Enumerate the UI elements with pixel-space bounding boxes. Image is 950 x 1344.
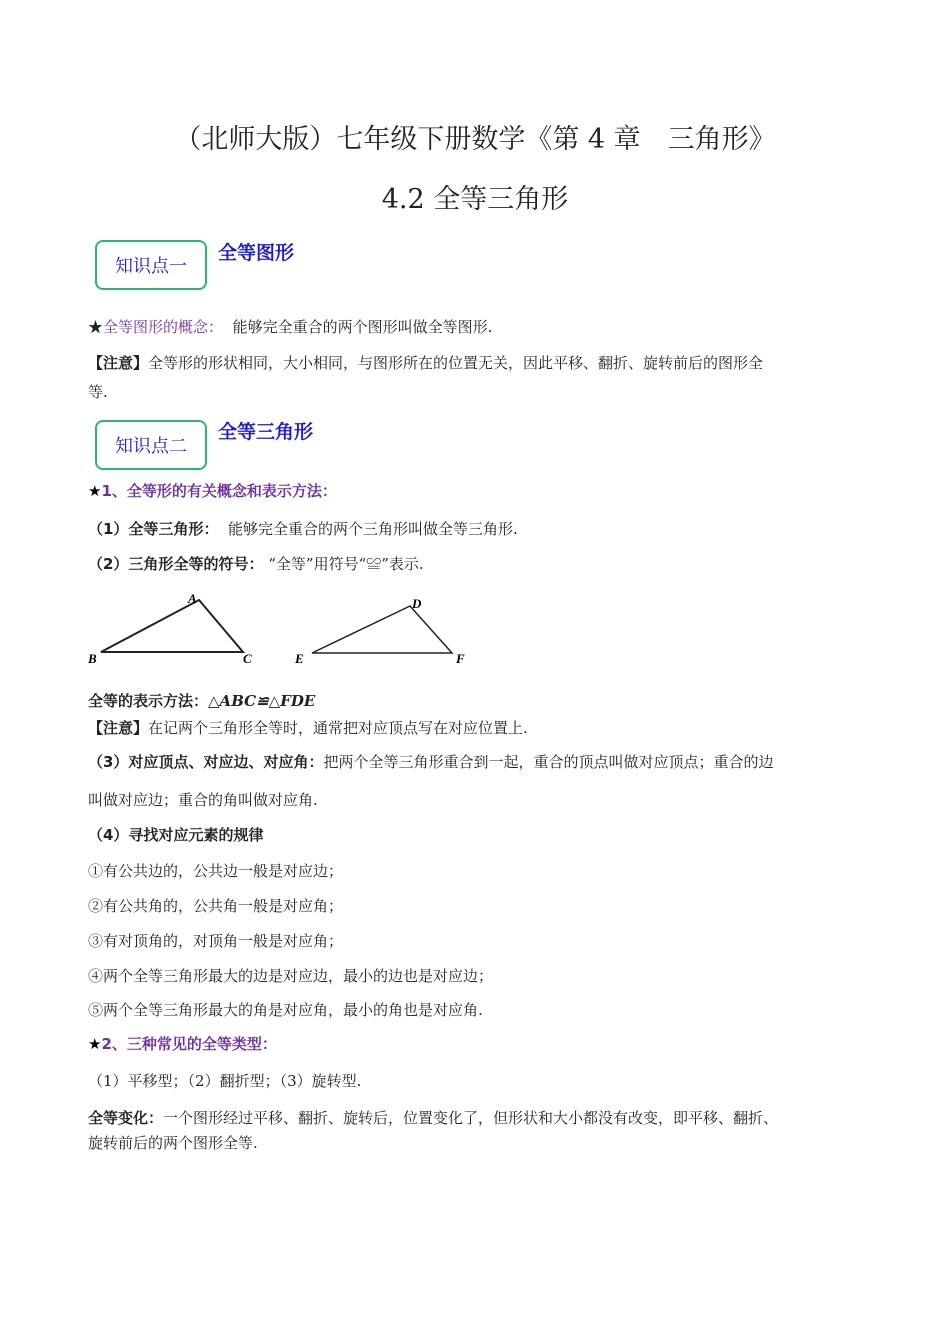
label-d: D [412, 596, 422, 611]
notation-line [88, 691, 315, 711]
p2-label: （2）三角形全等的符号： [88, 555, 264, 573]
p3-text: 把两个全等三角形重合到一起，重合的顶点叫做对应顶点；重合的边 [323, 753, 774, 771]
change-line [88, 1108, 778, 1128]
label-b: B [88, 651, 97, 666]
p1-label: （1）全等三角形： [88, 520, 219, 538]
triangles-figure [85, 588, 485, 668]
note2-text: 在记两个三角形全等时，通常把对应顶点写在对应位置上. [148, 719, 528, 737]
star-icon: ★ [88, 482, 102, 500]
star-icon: ★ [88, 1035, 102, 1053]
p3-line [88, 752, 773, 772]
concept-text: 能够完全重合的两个图形叫做全等图形. [232, 318, 493, 336]
knowledge-heading-2: 全等三角形 [218, 421, 314, 443]
concept-label: 全等图形的概念： [103, 318, 224, 336]
rule-1: ①有公共边的，公共边一般是对应边； [88, 862, 344, 880]
star-icon: ★ [88, 318, 104, 336]
p3-label: （3）对应顶点、对应边、对应角： [88, 753, 324, 771]
document-title: （北师大版）七年级下册数学《第 4 章 三角形》 [174, 124, 776, 155]
note2-line [88, 718, 528, 738]
change-text: 一个图形经过平移、翻折、旋转后，位置变化了，但形状和大小都没有改变，即平移、翻折、 [163, 1109, 779, 1127]
star2-heading [88, 1034, 277, 1054]
triangle-def [312, 606, 452, 653]
rule-3: ③有对顶角的，对顶角一般是对应角； [88, 932, 344, 950]
note-label: 【注意】 [88, 354, 149, 372]
section-title: 4.2 全等三角形 [381, 184, 569, 215]
p4-label: （4）寻找对应元素的规律 [88, 826, 264, 844]
star1-heading [88, 481, 337, 501]
note-text: 全等形的形状相同，大小相同，与图形所在的位置无关，因此平移、翻折、旋转前后的图形全 [148, 354, 764, 372]
star1-text: 1、全等形的有关概念和表示方法： [101, 482, 337, 500]
concept-line [88, 317, 492, 337]
rule-5: ⑤两个全等三角形最大的角是对应角，最小的角也是对应角. [88, 1001, 483, 1019]
label-e: E [295, 651, 304, 666]
note-line [88, 353, 763, 373]
types-line: （1）平移型；（2）翻折型；（3）旋转型. [88, 1072, 362, 1090]
note-cont: 等. [88, 383, 108, 401]
knowledge-point-box-1: 知识点一 [95, 240, 207, 290]
change-cont: 旋转前后的两个图形全等. [88, 1134, 258, 1152]
knowledge-heading-1: 全等图形 [218, 242, 295, 264]
notation: △ABC≌△FDE [208, 692, 316, 710]
label-c: C [243, 651, 252, 666]
label-a: A [188, 591, 197, 606]
p2-line [88, 554, 424, 574]
rule-4: ④两个全等三角形最大的边是对应边，最小的边也是对应边； [88, 967, 494, 985]
p3-cont: 叫做对应边；重合的角叫做对应角. [88, 791, 318, 809]
star2-text: 2、三种常见的全等类型： [101, 1035, 277, 1053]
label-f: F [456, 651, 465, 666]
note2-label: 【注意】 [88, 719, 149, 737]
p1-text: 能够完全重合的两个三角形叫做全等三角形. [228, 520, 518, 538]
knowledge-point-box-2: 知识点二 [95, 420, 207, 470]
p1-line [88, 519, 518, 539]
triangle-abc [101, 600, 243, 652]
notation-label: 全等的表示方法： [88, 692, 209, 710]
change-label: 全等变化： [88, 1109, 164, 1127]
p2-text: “全等”用符号“≌”表示. [268, 555, 424, 573]
rule-2: ②有公共角的，公共角一般是对应角； [88, 897, 344, 915]
